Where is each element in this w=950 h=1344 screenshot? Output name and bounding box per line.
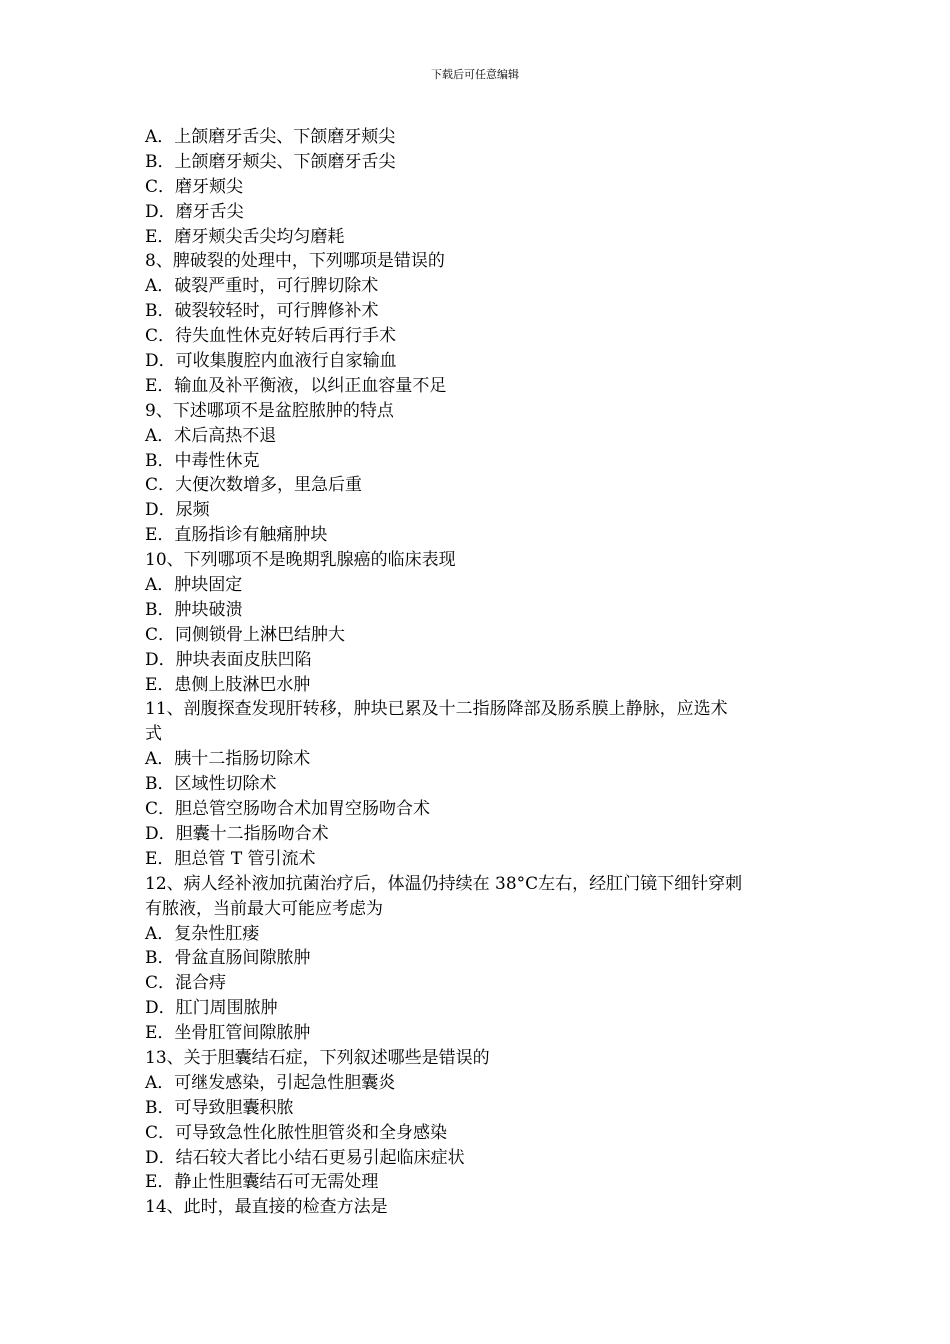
option-line: E．患侧上肢淋巴水肿 bbox=[145, 674, 311, 695]
option-line: A．复杂性肛瘘 bbox=[145, 923, 260, 944]
option-line: D．胆囊十二指肠吻合术 bbox=[145, 823, 329, 844]
option-line: D．结石较大者比小结石更易引起临床症状 bbox=[145, 1147, 465, 1168]
option-line: E．静止性胆囊结石可无需处理 bbox=[145, 1172, 379, 1193]
option-line: C．大便次数增多，里急后重 bbox=[145, 475, 363, 496]
option-line: E．胆总管 T 管引流术 bbox=[145, 848, 316, 869]
option-line: B．肿块破溃 bbox=[145, 599, 243, 620]
option-line: B．可导致胆囊积脓 bbox=[145, 1097, 294, 1118]
option-line: B．破裂较轻时，可行脾修补术 bbox=[145, 301, 379, 322]
option-line: C．可导致急性化脓性胆管炎和全身感染 bbox=[145, 1122, 448, 1143]
option-line: B．骨盆直肠间隙脓肿 bbox=[145, 948, 311, 969]
option-line: B．区域性切除术 bbox=[145, 774, 277, 795]
option-line: C．胆总管空肠吻合术加胃空肠吻合术 bbox=[145, 799, 431, 820]
option-line: A．可继发感染，引起急性胆囊炎 bbox=[145, 1072, 396, 1093]
option-line: C．磨牙颊尖 bbox=[145, 176, 244, 197]
question-line-continued: 式 bbox=[145, 724, 162, 745]
question-line-continued: 有脓液，当前最大可能应考虑为 bbox=[145, 898, 383, 919]
option-line: C．待失血性休克好转后再行手术 bbox=[145, 326, 397, 347]
option-line: A．术后高热不退 bbox=[145, 425, 277, 446]
option-line: E．输血及补平衡液，以纠正血容量不足 bbox=[145, 375, 447, 396]
option-line: A．胰十二指肠切除术 bbox=[145, 749, 311, 770]
option-line: A．肿块固定 bbox=[145, 575, 243, 596]
question-line: 12、病人经补液加抗菌治疗后，体温仍持续在 38°C左右，经肛门镜下细针穿刺 bbox=[145, 873, 743, 894]
question-line: 8、脾破裂的处理中，下列哪项是错误的 bbox=[145, 251, 445, 272]
option-line: E．直肠指诊有触痛肿块 bbox=[145, 525, 328, 546]
option-line: C．同侧锁骨上淋巴结肿大 bbox=[145, 624, 346, 645]
question-line: 11、剖腹探查发现肝转移，肿块已累及十二指肠降部及肠系膜上静脉，应选术 bbox=[145, 699, 728, 720]
option-line: D．磨牙舌尖 bbox=[145, 201, 244, 222]
option-line: D．肿块表面皮肤凹陷 bbox=[145, 649, 312, 670]
option-line: D．可收集腹腔内血液行自家输血 bbox=[145, 351, 397, 372]
option-line: D．肛门周围脓肿 bbox=[145, 998, 278, 1019]
option-line: C．混合痔 bbox=[145, 973, 227, 994]
question-line: 9、下述哪项不是盆腔脓肿的特点 bbox=[145, 400, 394, 421]
document-body bbox=[145, 125, 810, 1220]
question-line: 13、关于胆囊结石症，下列叙述哪些是错误的 bbox=[145, 1047, 490, 1068]
option-line: E．坐骨肛管间隙脓肿 bbox=[145, 1023, 311, 1044]
option-line: B．中毒性休克 bbox=[145, 450, 260, 471]
page-header: 下载后可任意编辑 bbox=[431, 68, 519, 81]
option-line: A．破裂严重时，可行脾切除术 bbox=[145, 276, 379, 297]
question-line: 14、此时，最直接的检查方法是 bbox=[145, 1197, 388, 1218]
option-line: A．上颌磨牙舌尖、下颌磨牙颊尖 bbox=[145, 127, 396, 147]
question-line: 10、下列哪项不是晚期乳腺癌的临床表现 bbox=[145, 550, 456, 571]
option-line: B．上颌磨牙颊尖、下颌磨牙舌尖 bbox=[145, 151, 396, 172]
option-line: D．尿频 bbox=[145, 500, 210, 521]
option-line: E．磨牙颊尖舌尖均匀磨耗 bbox=[145, 226, 345, 247]
